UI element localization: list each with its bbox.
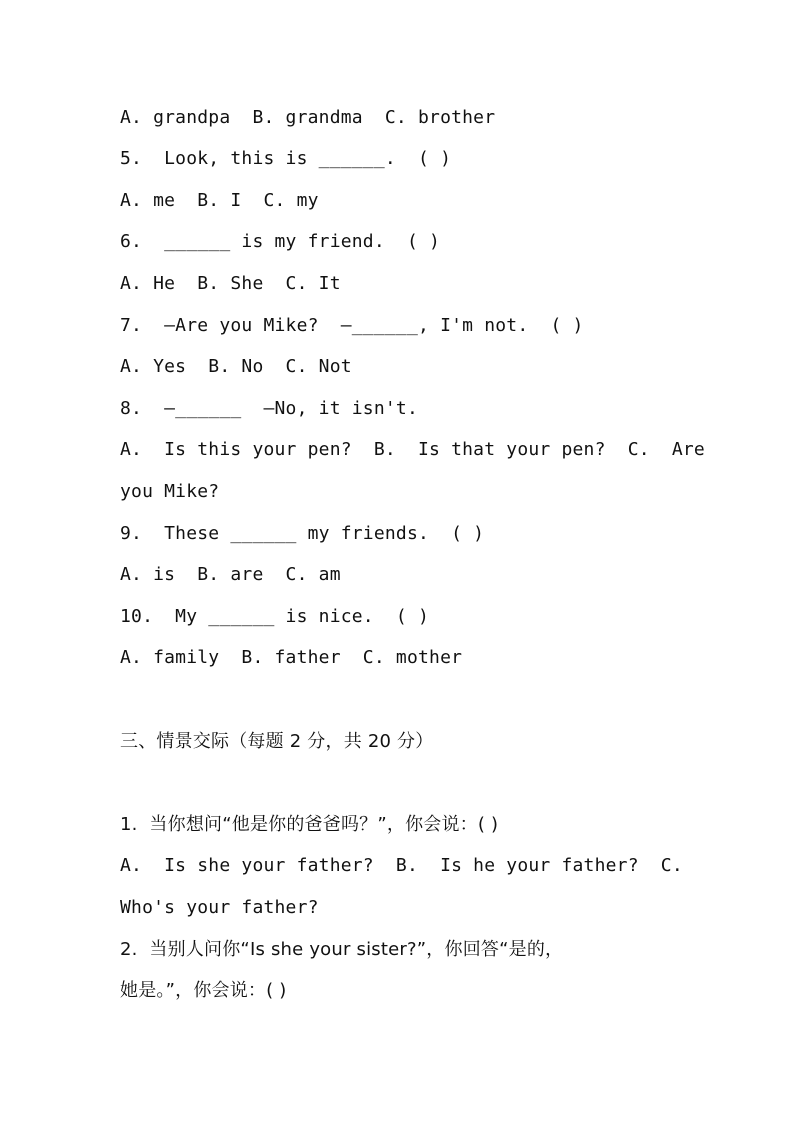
q5-question: 5. Look, this is ______. ( ) (120, 148, 452, 169)
q5-options: A. me B. I C. my (120, 190, 319, 211)
q6-options: A. He B. She C. It (120, 273, 341, 294)
q8-question: 8. —______ —No, it isn't. (120, 398, 418, 419)
s3-q1-options: A. Is she your father? B. Is he your father? C. (120, 855, 683, 876)
s3-q1-question: 1. 当你想问“他是你的爸爸吗？”，你会说：( ) (120, 814, 499, 835)
section-heading: 三、情景交际（每题 2 分，共 20 分） (120, 731, 434, 752)
q4-options: A. grandpa B. grandma C. brother (120, 107, 496, 128)
q9-question: 9. These ______ my friends. ( ) (120, 523, 485, 544)
q9-options: A. is B. are C. am (120, 564, 341, 585)
q7-question: 7. —Are you Mike? —______, I'm not. ( ) (120, 315, 584, 336)
s3-q2-question-cont: 她是。”，你会说：( ) (120, 980, 287, 1001)
s3-q1-options-cont: Who's your father? (120, 897, 319, 918)
q6-question: 6. ______ is my friend. ( ) (120, 231, 441, 252)
q8-options-cont: you Mike? (120, 481, 220, 502)
q8-options: A. Is this your pen? B. Is that your pen? C. Are (120, 439, 705, 460)
q7-options: A. Yes B. No C. Not (120, 356, 352, 377)
s3-q2-question: 2. 当别人问你“Is she your sister?”，你回答“是的， (120, 939, 564, 960)
q10-options: A. family B. father C. mother (120, 647, 463, 668)
q10-question: 10. My ______ is nice. ( ) (120, 606, 430, 627)
